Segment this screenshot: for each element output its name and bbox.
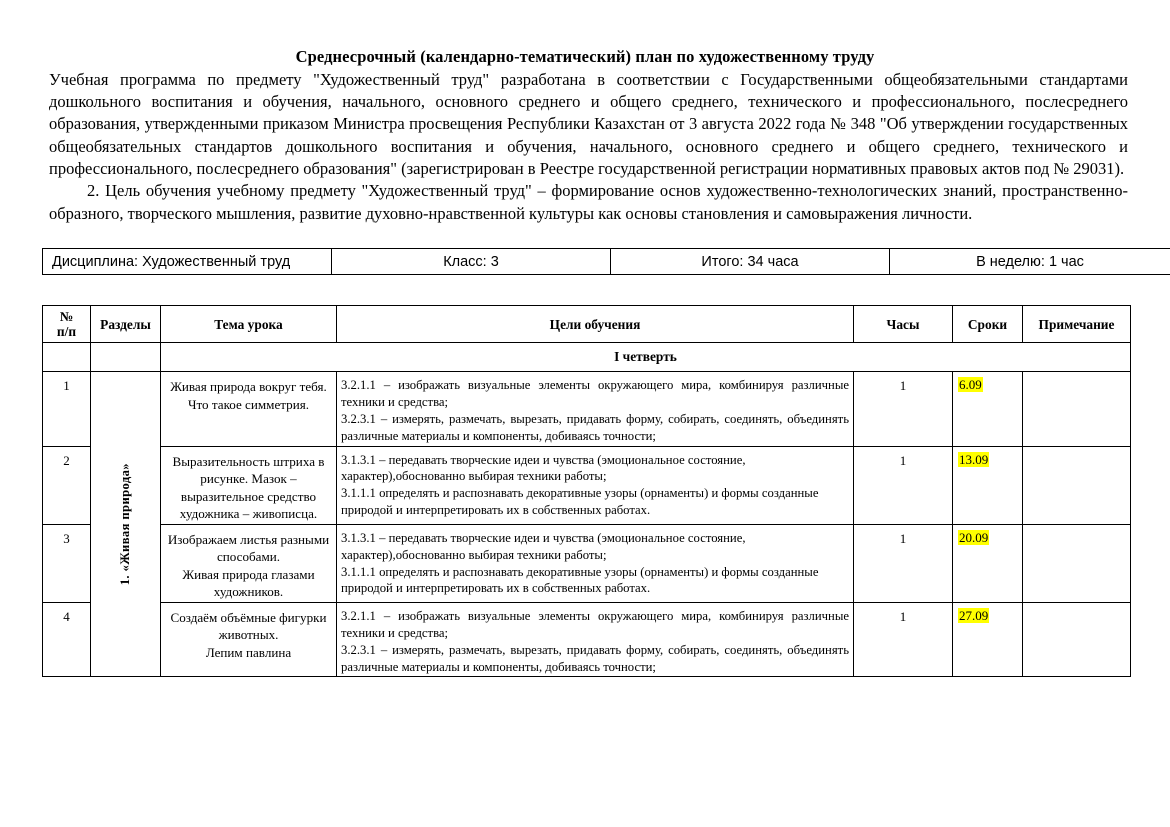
section-vertical-label: 1. «Живая природа» xyxy=(118,463,133,586)
intro-paragraph-2: 2. Цель обучения учебному предмету "Художественный труд" – формирование основ художественно-технологических знаний, пространственно-образного, творческого мышления, развитие духовно-нравственной культуры как основы становления и самовыражения личности. xyxy=(49,181,1128,223)
table-row xyxy=(43,372,1131,447)
row-goals xyxy=(337,446,854,524)
table-row xyxy=(43,524,1131,602)
row-goals xyxy=(337,372,854,447)
table-header-row xyxy=(43,306,1131,343)
date-highlight: 20.09 xyxy=(959,529,989,545)
info-grade: Класс: 3 xyxy=(332,249,611,275)
row-number: 2 xyxy=(43,446,91,524)
topic-line: Живая природа глазами художников. xyxy=(182,566,315,600)
row-goals xyxy=(337,524,854,602)
goal-line: 3.1.1.1 определять и распознавать декоративные узоры (орнаменты) и формы созданные природой и интерпретировать их в собственных работах. xyxy=(341,486,819,518)
row-note xyxy=(1023,602,1131,677)
topic-line: Лепим павлина xyxy=(205,644,292,660)
row-topic xyxy=(161,446,337,524)
row-number: 3 xyxy=(43,524,91,602)
course-info-row xyxy=(43,249,1170,275)
goal-line: 3.1.3.1 – передавать творческие идеи и чувства (эмоциональное состояние, характер),обоснованно выбирая техники работы; xyxy=(341,530,746,562)
row-note xyxy=(1023,524,1131,602)
row-note xyxy=(1023,446,1131,524)
header-sections: Разделы xyxy=(91,306,161,343)
goal-line: 3.2.3.1 – измерять, размечать, вырезать, придавать форму, собирать, соединять, объединять различные материалы и компоненты, добиваясь точности; xyxy=(341,411,849,443)
row-number: 4 xyxy=(43,602,91,677)
header-number-line1: № xyxy=(59,309,74,325)
info-total-hours: Итого: 34 часа xyxy=(611,249,890,275)
row-date xyxy=(953,372,1023,447)
course-info-table xyxy=(42,248,1170,275)
quarter-divider-row xyxy=(43,343,1131,372)
row-number: 1 xyxy=(43,372,91,447)
row-note xyxy=(1023,372,1131,447)
header-dates: Сроки xyxy=(953,306,1023,343)
row-hours: 1 xyxy=(854,446,953,524)
topic-line: Что такое симметрия. xyxy=(188,396,309,412)
header-number-line2: п/п xyxy=(56,324,77,340)
topic-line: Создаём объёмные фигурки животных. xyxy=(170,609,327,643)
header-number xyxy=(43,306,91,343)
row-hours: 1 xyxy=(854,524,953,602)
lesson-plan-table xyxy=(42,305,1131,677)
header-note: Примечание xyxy=(1023,306,1131,343)
intro-paragraph-1: Учебная программа по предмету "Художественный труд" разработана в соответствии с Государственными общеобязательными стандартами дошкольного воспитания и обучения, начального, основного среднего и общего среднего, технического и профессионального, послесреднего образования, утвержденными приказом Министра просвещения Республики Казахстан от 3 августа 2022 года № 348 "Об утверждении государственных общеобязательных стандартов дошкольного воспитания и обучения, начального, основного среднего и общего среднего, технического и профессионального, послесреднего образования" (зарегистрирован в Реестре государственной регистрации нормативных правовых актов под № 29031). xyxy=(49,69,1128,178)
date-highlight: 13.09 xyxy=(959,451,989,467)
quarter-title: I четверть xyxy=(161,343,1131,372)
row-topic xyxy=(161,602,337,677)
header-hours: Часы xyxy=(854,306,953,343)
topic-line: Изображаем листья разными способами. xyxy=(167,531,330,565)
goal-line: 3.1.3.1 – передавать творческие идеи и чувства (эмоциональное состояние, характер),обоснованно выбирая техники работы; xyxy=(341,452,746,484)
row-date xyxy=(953,602,1023,677)
intro-section xyxy=(0,68,1170,225)
row-date xyxy=(953,524,1023,602)
row-topic xyxy=(161,372,337,447)
table-row xyxy=(43,446,1131,524)
lesson-plan-body xyxy=(43,343,1131,677)
topic-line: Живая природа вокруг тебя. xyxy=(170,379,327,395)
info-discipline: Дисциплина: Художественный труд xyxy=(43,249,332,275)
goal-line: 3.1.1.1 определять и распознавать декоративные узоры (орнаменты) и формы созданные природой и интерпретировать их в собственных работах. xyxy=(341,564,819,596)
goal-line: 3.2.3.1 – измерять, размечать, вырезать, придавать форму, собирать, соединять, объединять различные материалы и компоненты, добиваясь точности; xyxy=(341,642,849,674)
row-topic xyxy=(161,524,337,602)
row-date xyxy=(953,446,1023,524)
row-goals xyxy=(337,602,854,677)
row-hours: 1 xyxy=(854,372,953,447)
goal-line: 3.2.1.1 – изображать визуальные элементы окружающего мира, комбинируя различные техники и средства; xyxy=(341,378,849,409)
header-topic: Тема урока xyxy=(161,306,337,343)
quarter-empty-num xyxy=(43,343,91,372)
quarter-empty-section xyxy=(91,343,161,372)
row-hours: 1 xyxy=(854,602,953,677)
topic-line: Выразительность штриха в рисунке. Мазок – выразительное средство художника – живописца. xyxy=(172,453,325,522)
header-goals: Цели обучения xyxy=(337,306,854,343)
goal-line: 3.2.1.1 – изображать визуальные элементы окружающего мира, комбинируя различные техники и средства; xyxy=(341,608,849,640)
table-row xyxy=(43,602,1131,677)
page-title: Среднесрочный (календарно-тематический) план по художественному труду xyxy=(295,47,875,66)
section-label-cell xyxy=(91,372,161,677)
info-weekly-hours: В неделю: 1 час xyxy=(890,249,1170,275)
date-highlight: 6.09 xyxy=(959,377,982,393)
date-highlight: 27.09 xyxy=(959,607,989,623)
